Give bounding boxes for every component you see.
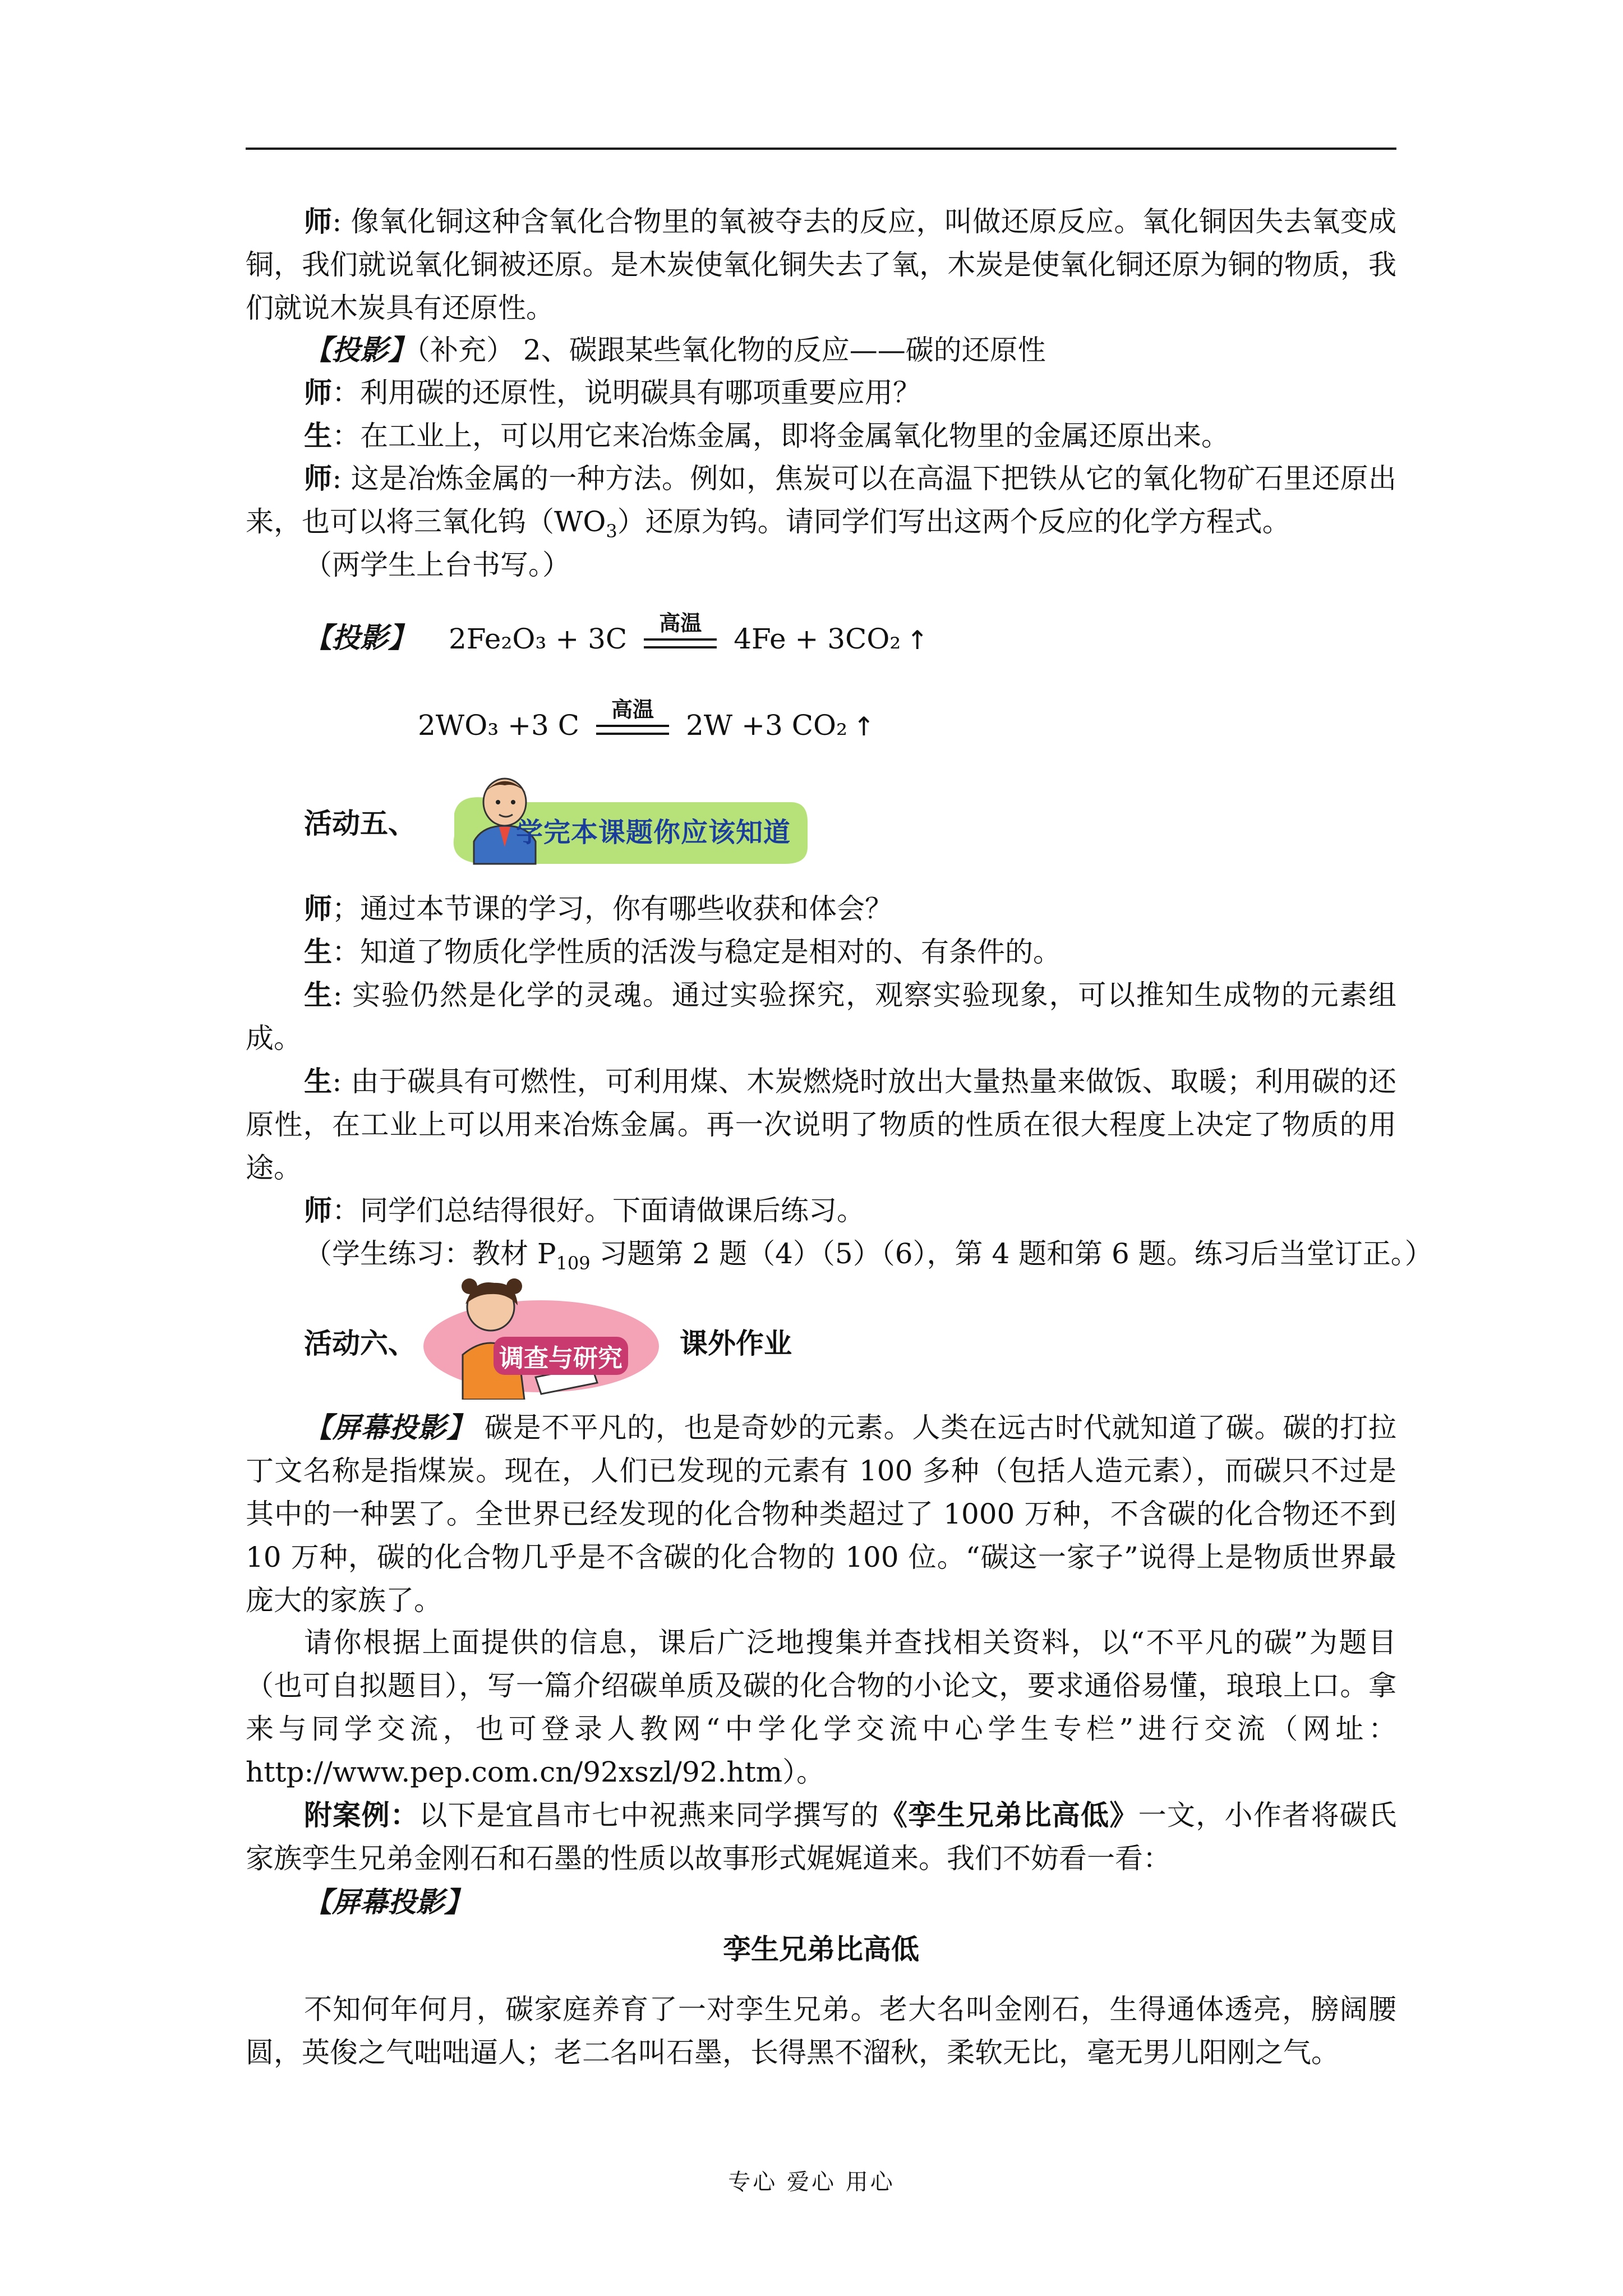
story-title: 孪生兄弟比高低 [723, 1933, 919, 1966]
equation-reactants: 2WO₃ +3 C [418, 709, 579, 742]
equation-condition: 高温 [659, 611, 702, 636]
paragraph-assignment [246, 1621, 1396, 1794]
note-students-write: （两学生上台书写。） [304, 549, 570, 581]
equation-reactants: 2Fe₂O₃ + 3C [449, 623, 628, 655]
subscript: 109 [556, 1253, 591, 1274]
paragraph-text: ；通过本节课的学习，你有哪些收获和体会？ [332, 892, 893, 925]
speaker-label: 生 [304, 979, 333, 1011]
paragraph-text: 以下是宜昌市七中祝燕来同学撰写的 [419, 1799, 879, 1832]
paragraph-carbon-intro [246, 1406, 1396, 1622]
activity-six-label: 活动六、 [304, 1327, 416, 1360]
projection-label: 【屏幕投影】 [304, 1885, 472, 1918]
equation-products: 4Fe + 3CO₂ [734, 623, 901, 655]
activity-five-label: 活动五、 [304, 807, 416, 840]
equation-condition: 高温 [611, 697, 654, 722]
speaker-label: 师 [304, 205, 333, 238]
subscript: 3 [606, 521, 617, 542]
paragraph-student-3: 生: 由于碳具有可燃性，可利用煤、木炭燃烧时放出大量热量来做饭、取暖；利用碳的还原性，在工业上可以用来冶炼金属。再一次说明了物质的性质在很大程度上决定了物质的用途。 [246, 1065, 1396, 1184]
paragraph-text: 请你根据上面提供的信息，课后广泛地搜集并查找相关资料，以“不平凡的碳”为题目（也可自拟题目），写一篇介绍碳单质及碳的化合物的小论文，要求通俗易懂，琅琅上口。拿来与同学交流，也可登录人教网“中学化学交流中心学生专栏”进行交流（网址：http://www.pep.com.cn/92xszl/92.htm）。 [246, 1626, 1396, 1788]
paragraph-text: 不知何年何月，碳家庭养育了一对孪生兄弟。老大名叫金刚石，生得通体透亮，膀阔腰圆，英俊之气咄咄逼人；老二名叫石墨，长得黑不溜秋，柔软无比，毫无男儿阳刚之气。 [246, 1993, 1396, 2069]
case-label: 附案例： [304, 1799, 419, 1832]
gas-arrow-icon: ↑ [906, 625, 928, 655]
book-title: 《孪生兄弟比高低》 [879, 1799, 1138, 1832]
paragraph-text: ：同学们总结得很好。下面请做课后练习。 [332, 1194, 865, 1227]
chemical-equation-iron [449, 599, 928, 655]
equation-products: 2W +3 CO₂ [686, 709, 847, 742]
projection-label: 【投影】 [304, 333, 416, 366]
projection-supplement [246, 328, 1396, 372]
paragraph-text: ：在工业上，可以用它来冶炼金属，即将金属氧化物里的金属还原出来。 [332, 420, 1229, 452]
paragraph-text: 像氧化铜这种含氧化合物里的氧被夺去的反应，叫做还原反应。氧化铜因失去氧变成铜，我们就说氧化铜被还原。是木炭使氧化铜失去了氧，木炭是使氧化铜还原为铜的物质，我们就说木炭具有还原性。 [246, 205, 1396, 324]
note-exercise: （学生练习：教材 $P_{109}$ 习题第 2 题（4）（5）（6），第 4 题和第 6 题。练习后当堂订正。） [304, 1237, 1433, 1274]
speaker-label: 师 [304, 376, 332, 409]
paragraph-text: ：利用碳的还原性，说明碳具有哪项重要应用？ [332, 376, 921, 409]
paragraph-text-cont: ）还原为钨。请同学们写出这两个反应的化学方程式。 [617, 505, 1290, 538]
paragraph-student-1 [246, 931, 1396, 974]
paragraph-text: 由于碳具有可燃性，可利用煤、木炭燃烧时放出大量热量来做饭、取暖；利用碳的还原性，在工业上可以用来冶炼金属。再一次说明了物质的性质在很大程度上决定了物质的用途。 [246, 1065, 1396, 1184]
activity-five-banner [421, 763, 813, 875]
paragraph-text: 碳是不平凡的，也是奇妙的元素。人类在远古时代就知道了碳。碳的打拉丁文名称是指煤炭。现在，人们已发现的元素有 100 多种（包括人造元素），而碳只不过是其中的一种罢了。全世界已经发现的化合物种类超过了 1000 万种，不含碳的化合物还不到 10 万种，碳的化合物几乎是不含碳的化合物的 100 位。“碳这一家子”说得上是物质世界最庞大的家族了。 [246, 1411, 1397, 1617]
equation-sign [644, 611, 717, 655]
homework-heading: 课外作业 [680, 1327, 792, 1360]
chemical-equation-tungsten [418, 685, 875, 742]
paragraph-text: 这是冶炼金属的一种方法。例如，焦炭可以在高温下把铁从它的氧化物矿石里还原出来，也可以将三氧化钨（WO [246, 462, 1396, 538]
paragraph-teacher-smelting: 师: 这是冶炼金属的一种方法。例如，焦炭可以在高温下把铁从它的氧化物矿石里还原出来，也可以将三氧化钨$(WO_3)$还原为钨。请同学们写出这两个反应的化学方程式。 [246, 462, 1396, 542]
header-rule [246, 148, 1396, 150]
paragraph-student-2: 生: 实验仍然是化学的灵魂。通过实验探究，观察实验现象，可以推知生成物的元素组成。 [246, 979, 1397, 1055]
equation-sign [596, 697, 669, 742]
banner-text: 学完本课题你应该知道 [516, 817, 791, 848]
paragraph-teacher-summary [246, 1189, 1396, 1232]
paragraph-teacher-reflection [246, 887, 1396, 931]
speaker-label: 生 [304, 1065, 333, 1098]
speaker-label: 师 [304, 462, 333, 495]
paragraph-teacher-question [246, 371, 1396, 415]
paragraph-text-cont: 一文，小作者将碳氏家族孪生兄弟金刚石和石墨的性质以故事形式娓娓道来。我们不妨看一看： [246, 1799, 1397, 1875]
paragraph-case-example [246, 1794, 1396, 1880]
speaker-label: 师 [304, 1194, 332, 1227]
paragraph-text: 实验仍然是化学的灵魂。通过实验探究，观察实验现象，可以推知生成物的元素组成。 [246, 979, 1397, 1055]
speaker-label: 生 [304, 936, 332, 968]
projection-text: （补充） 2、碳跟某些氧化物的反应——碳的还原性 [416, 334, 1046, 366]
gas-arrow-icon: ↑ [853, 711, 875, 742]
speaker-label: 生 [304, 420, 332, 452]
paragraph-teacher-reduction: 师: 像氧化铜这种含氧化合物里的氧被夺去的反应，叫做还原反应。氧化铜因失去氧变成铜，我们就说氧化铜被还原。是木炭使氧化铜失去了氧，木炭是使氧化铜还原为铜的物质，我们就说木炭具有还原性。 [246, 205, 1396, 324]
page-footer: 专心 爱心 用心 [728, 2169, 895, 2195]
projection-label: 【屏幕投影】 [304, 1411, 476, 1444]
projection-label: 【投影】 [304, 621, 416, 654]
paragraph-story-opening [246, 1988, 1396, 2074]
banner-text: 调查与研究 [494, 1337, 628, 1375]
speaker-label: 师 [304, 892, 332, 925]
student-illustration-icon [423, 1271, 681, 1400]
activity-six-banner [423, 1271, 681, 1400]
paragraph-text: ：知道了物质化学性质的活泼与稳定是相对的、有条件的。 [332, 936, 1061, 968]
paragraph-student-answer [246, 415, 1396, 458]
